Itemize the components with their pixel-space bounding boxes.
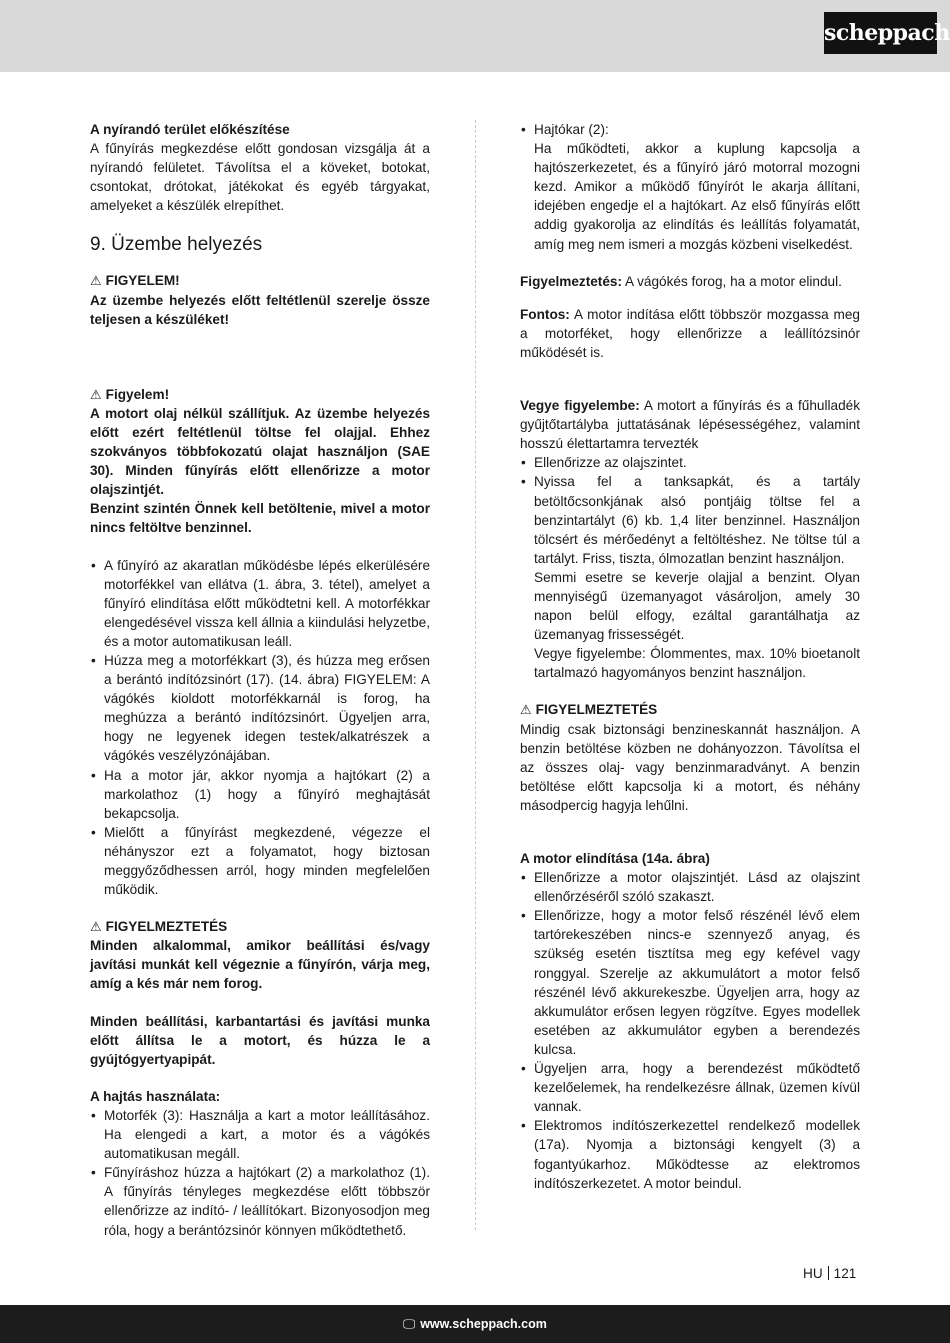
list-item: • Ellenőrizze az olajszintet. bbox=[520, 453, 860, 472]
note-paragraph bbox=[520, 396, 860, 453]
drive-heading: A hajtás használata: bbox=[90, 1088, 221, 1104]
important-text: A motor indítása előtt többször mozgassa meg a motorféket, hogy ellenőrizze a leállítózsinór működését is. bbox=[520, 306, 860, 360]
warn2-text2: Benzint szintén Önnek kell betöltenie, mivel a motor nincs feltöltve benzinnel. bbox=[90, 501, 430, 536]
fuel-warn-label: FIGYELMEZTETÉS bbox=[535, 702, 658, 718]
warn2-label: Figyelem! bbox=[105, 386, 170, 402]
page-num: 121 bbox=[833, 1266, 857, 1281]
note-label: Vegye figyelembe: bbox=[520, 398, 640, 414]
start-engine-bullets bbox=[520, 868, 860, 1193]
note-continuation: Semmi esetre se keverje olajjal a benzint. Olyan mennyiségű üzemanyagot vásároljon, amely 30 napon belül elfogy, ezáltal garantálhatja az üzemanyag frissességét. bbox=[534, 569, 860, 643]
warn1-text: Az üzembe helyezés előtt feltétlenül szerelje össze teljesen a készüléket! bbox=[90, 292, 430, 327]
prep-text: A fűnyírás megkezdése előtt gondosan vizsgálja át a nyírandó felületet. Távolítsa el a köveket, botokat, csontokat, drótokat, játékokat és egyéb tárgyakat, amelyeket a készülék elrepíthet. bbox=[90, 141, 430, 214]
list-item: • Ügyeljen arra, hogy a berendezést működtető kezelőelemek, ha rendelkezésre állnak, üzemen kívül vannak. bbox=[520, 1059, 860, 1116]
warning-icon: ⚠ bbox=[90, 919, 102, 935]
list-item bbox=[520, 120, 860, 254]
list-item bbox=[520, 472, 860, 682]
important-label: Fontos: bbox=[520, 306, 570, 322]
prep-heading: A nyírandó terület előkészítése bbox=[90, 122, 290, 137]
warn3-label: FIGYELMEZTETÉS bbox=[105, 919, 228, 935]
right-column bbox=[520, 120, 860, 1193]
list-item: • Ha a motor jár, akkor nyomja a hajtókart (2) a markolathoz (1) hogy a fűnyíró meghajtását bekapcsolja. bbox=[90, 766, 430, 823]
column-divider bbox=[475, 120, 476, 1230]
warning-text: A vágókés forog, ha a motor elindul. bbox=[622, 273, 842, 289]
list-item: • Motorfék (3): Használja a kart a motor leállításához. Ha elengedi a kart, a motor és a vágókés automatikusan megáll. bbox=[90, 1106, 430, 1163]
list-item: • Húzza meg a motorfékkart (3), és húzza meg erősen a berántó indítózsinórt (17). (14. ábra) FIGYELEM: A vágókés kioldott motorfékkarnál is forog, ha meghúzza a berántó indítózsinórt. Ügyeljen arra, hogy ne legyenek idegen testek/alkatrészek a vágókés veszélyzónájában. bbox=[90, 651, 430, 766]
list-item: • Ellenőrizze, hogy a motor felső részénél lévő elem tartórekeszében nincs-e szennyező anyag, és szükség esetén tisztítsa meg egy kefével vagy ronggyal. Szerelje az akkumulátort a motor felső részénél lévő akkurekeszbe. Ügyeljen arra, hogy az akkumulátor erősen legyen rögzítve. Egyes modellek esetében az akkumulátor egyben a berendezés kulcsa. bbox=[520, 906, 860, 1059]
warning-icon: ⚠ bbox=[90, 273, 102, 289]
section-title: 9. Üzembe helyezés bbox=[90, 234, 263, 256]
warning-paragraph bbox=[520, 272, 860, 291]
header-bar bbox=[0, 0, 950, 72]
page-number bbox=[803, 1265, 856, 1283]
page-lang: HU bbox=[803, 1266, 823, 1281]
start-bullets bbox=[90, 556, 430, 900]
list-item: • Ellenőrizze a motor olajszintjét. Lásd az olajszint ellenőrzéséről szóló szakaszt. bbox=[520, 868, 860, 906]
brand-logo: scheppach bbox=[824, 12, 937, 54]
left-column bbox=[90, 120, 430, 1240]
list-item: • Fűnyíráshoz húzza a hajtókart (2) a markolathoz (1). A fűnyírás tényleges megkezdése előtt többször ellenőrizze az indító- / leállítókart. Bizonyosodjon meg róla, hogy a berántózsinór könnyen működtethető. bbox=[90, 1163, 430, 1239]
warn1-label: FIGYELEM! bbox=[105, 273, 180, 289]
monitor-icon: 🖵 bbox=[403, 1317, 416, 1331]
list-item: • A fűnyíró az akaratlan működésbe lépés elkerülésére motorfékkel van ellátva (1. ábra, 3. tétel), amelyet a fűnyíró elindítása előtt működtetni kell. A motorfékkar elengedésével vissza kell állnia a kiindulási helyzetbe, és a motor automatikusan leáll. bbox=[90, 556, 430, 651]
footer-bar bbox=[0, 1305, 950, 1343]
warn2-text: A motort olaj nélkül szállítjuk. Az üzembe helyezés előtt ezért feltétlenül töltse fel olajjal. Ehhez szokványos többfokozatú olajat használjon (SAE 30). Minden fűnyírás előtt ellenőrizze a motor olajszintjét. bbox=[90, 405, 430, 498]
note-continuation: Vegye figyelembe: Ólommentes, max. 10% bioetanolt tartalmazó hagyományos benzint használjon. bbox=[534, 646, 860, 681]
page-separator bbox=[828, 1266, 829, 1280]
warn3-text2: Minden beállítási, karbantartási és javítási munka előtt állítsa le a motort, és húzza le a gyújtógyertyapipát. bbox=[90, 1013, 430, 1067]
warning-label: Figyelmeztetés: bbox=[520, 273, 622, 289]
warning-icon: ⚠ bbox=[520, 702, 532, 718]
list-item-text: Nyissa fel a tanksapkát, és a tartály betöltőcsonkjának alsó pontjáig töltse fel a benzintartályt (6) kb. 1,4 liter benzinnel. Használjon tölcsért és mérőedényt a feltöltéshez. Ne töltse túl a tartályt. Friss, tiszta, ólmozatlan benzint használjon. bbox=[534, 474, 860, 566]
footer-url[interactable]: www.scheppach.com bbox=[420, 1317, 547, 1331]
important-paragraph bbox=[520, 305, 860, 362]
list-item: • Elektromos indítószerkezettel rendelkező modellek (17a). Nyomja a biztonsági kengyelt (3) a fogantyúkarhoz. Működtesse az elektromos indítószerkezetet. A motor beindul. bbox=[520, 1116, 860, 1192]
note-bullets bbox=[520, 453, 860, 682]
lever-text: Ha működteti, akkor a kuplung kapcsolja a hajtószerkezetet, és a fűnyíró járó motorral mozogni kezd. Amikor a működő fűnyírót le akarja állítani, idejében engedje el a hajtókart. Az első fűnyírás előtt addig gyakorolja az elindítás és leállítás folyamatát, amíg meg nem ismeri a mozgás közbeni viselkedést. bbox=[534, 141, 860, 252]
note-text: A motort a fűnyírás és a fűhulladék gyűjtőtartályba juttatásának lépésességéhez, valamint hosszú élettartamra tervezték bbox=[520, 398, 860, 452]
drive-bullets bbox=[90, 1106, 430, 1240]
start-heading: A motor elindítása (14a. ábra) bbox=[520, 851, 710, 866]
warning-icon: ⚠ bbox=[90, 386, 102, 402]
warn3-text: Minden alkalommal, amikor beállítási és/vagy javítási munkát kell végeznie a fűnyírón, várja meg, amíg a kés már nem forog. bbox=[90, 938, 430, 992]
lever-list bbox=[520, 120, 860, 254]
list-item: • Mielőtt a fűnyírást megkezdené, végezze el néhányszor ezt a folyamatot, hogy biztosan meggyőződhessen arról, hogy minden megfelelően működik. bbox=[90, 823, 430, 899]
lever-label: Hajtókar (2): bbox=[534, 122, 609, 137]
fuel-warn-text: Mindig csak biztonsági benzineskannát használjon. A benzin betöltése közben ne dohányozzon. Távolítsa el az összes olaj- vagy benzinmaradványt. A benzin betöltése előtt kapcsolja ki a motort, és néhány másodpercig hagyja lehűlni. bbox=[520, 721, 860, 813]
